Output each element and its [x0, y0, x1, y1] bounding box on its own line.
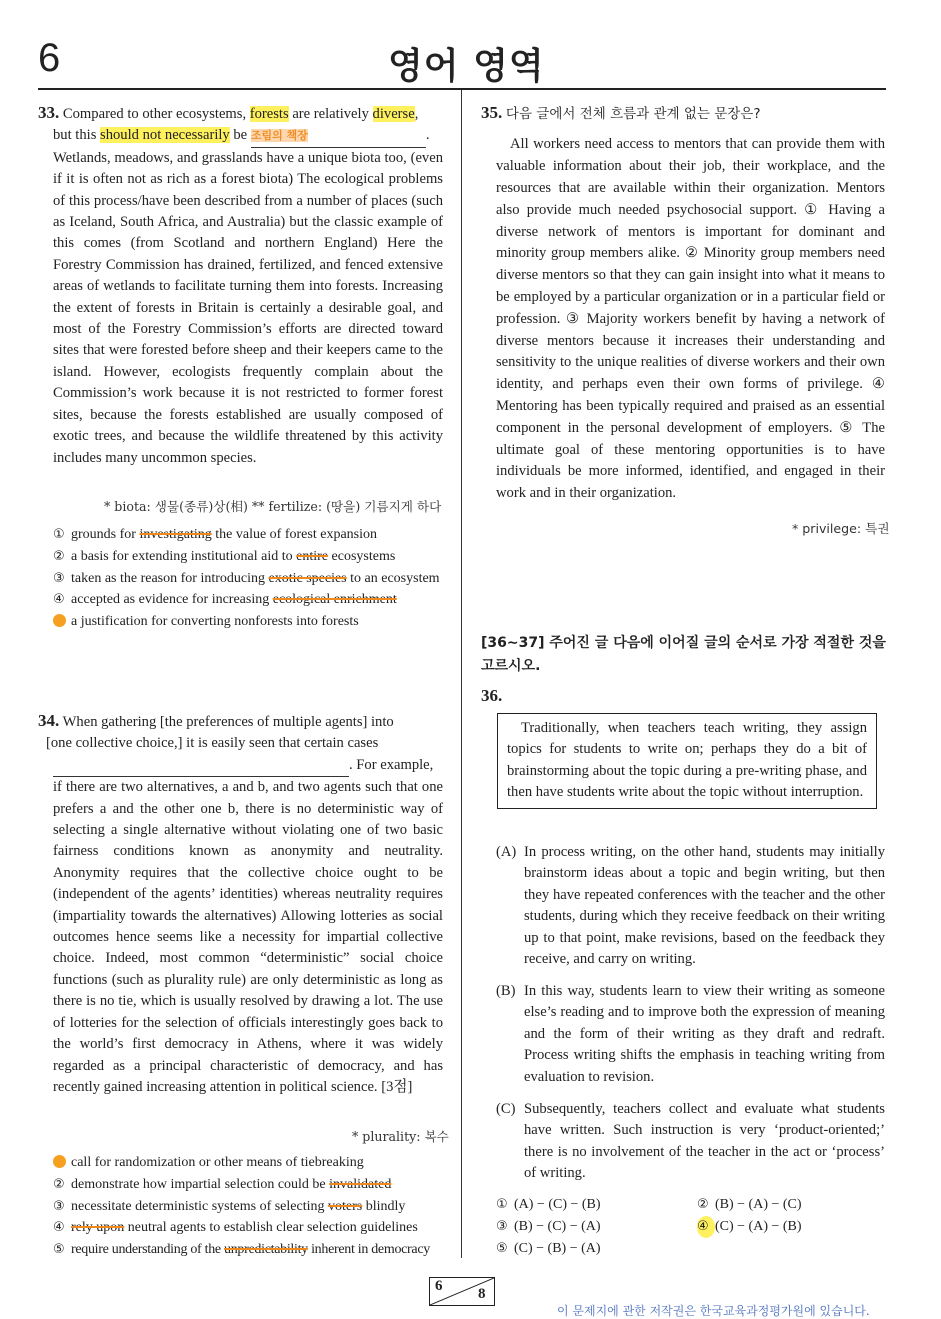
question-36-number: 36. — [481, 686, 503, 705]
choices-33 — [53, 524, 440, 633]
copyright-notice: 이 문제지에 관한 저작권은 한국교육과정평가원에 있습니다. — [557, 1304, 870, 1318]
question-prompt: 다음 글에서 전체 흐름과 관계 없는 문장은? — [505, 106, 761, 122]
choices-34 — [53, 1152, 430, 1261]
choice-2[interactable]: ② demonstrate how impartial selection could be invalidated — [53, 1176, 392, 1192]
page-current: 6 — [435, 1278, 443, 1294]
choice-4-selected[interactable]: ④ (C) − (A) − (B) — [697, 1216, 802, 1238]
choice-1[interactable]: ① (A) − (C) − (B) — [496, 1197, 601, 1212]
question-number: 33. — [38, 103, 60, 122]
paragraph-b: (B) In this way, students learn to view their writing as someone else’s reading and to improve both the expression of meaning and the form of their writing as they draft and redraft. Process writing shifts the emphasis in teaching writing from evaluation to revision. — [496, 983, 885, 1085]
paragraph-a: (A) In process writing, on the other hand, students may initially brainstorm ideas about a topic and begin writing, but then they have repeated conferences with the teacher and the other students, during which they receive feedback on their writing up to that point, make revisions, based on the feedback they receive, and carry on writing. — [496, 844, 885, 968]
given-passage-box: Traditionally, when teachers teach writing, they assign topics for students to write on; perhaps they do a bit of brainstorming about the topic during a pre-writing phase, and then have students write about the topic without interruption. — [497, 713, 877, 809]
footnote-33: * biota: 생물(종류)상(相) ** fertilize: (땅을) 기름지게 하다 — [104, 499, 442, 514]
question-34: 34. When gathering [the preferences of multiple agents] into [one collective choice,] it is easily seen that certain cases . For example, if there are two alternatives, a and b, and two agents such that one prefers a and the other one b, there is no deterministic way of selecting a single alternative without violating one of two basic fairness conditions known as anonymity and neutrality. Anonymity requires that the collective choice ought to be (independent of the agents’ identities) whereas neutrality requires (impartiality towards the alternatives) Allowing lotteries as social outcomes hence seems like a necessity for impartial collective choice. Indeed, most common “deterministic” social choice functions (such as plurality rule) are only deterministic as long as there is no tie, which is usually resolved by drawing a lot. The use of lotteries for the selection of officials interestingly goes back to the world’s first democracy in Athens, where it was widely regarded as a principal characteristic of democracy, and has recently gained increasing attention in political science. [3점] — [38, 710, 443, 1098]
choice-1-selected[interactable]: call for randomization or other means of tiebreaking — [53, 1152, 430, 1174]
choice-2[interactable]: ② a basis for extending institutional aid to entire ecosystems — [53, 548, 396, 564]
selected-mark-icon — [53, 1155, 66, 1168]
choice-3[interactable]: ③ necessitate deterministic systems of selecting voters blindly — [53, 1198, 406, 1214]
footnote-35: * privilege: 특권 — [792, 521, 890, 536]
choice-3[interactable]: ③ (B) − (C) − (A) — [496, 1219, 601, 1234]
choice-2[interactable]: ② (B) − (A) − (C) — [697, 1197, 802, 1212]
passage-body: if there are two alternatives, a and b, and two agents such that one prefers a and the other one b, there is no deterministic way of selecting a single alternative without violating one of two basic fairness conditions known as anonymity and neutrality. Anonymity requires that the collective choice ought to be (independent of the agents’ identities) whereas neutrality requires (impartiality towards the alternatives) Allowing lotteries as social outcomes hence seems like a necessity for impartial collective choice. Indeed, most common “deterministic” social choice functions (such as plurality rule) are only deterministic as long as there is no tie, which is usually resolved by drawing a lot. The use of lotteries for the selection of officials interestingly goes back to the world’s first democracy in Athens, where it was widely regarded as a principal characteristic of democracy, and has recently gained increasing attention in political science. [3점] — [53, 779, 443, 1095]
answer-blank — [53, 755, 349, 777]
page-indicator — [429, 1277, 495, 1306]
handwritten-note: 조림의 책장 — [250, 129, 308, 143]
answer-blank — [251, 125, 426, 147]
choice-5[interactable]: ⑤ (C) − (B) − (A) — [496, 1241, 601, 1256]
question-33: 33. Compared to other ecosystems, forests are relatively diverse, but this should not necessarily be 조림의 책장 . Wetlands, meadows, and grasslands have a unique biota too, (even if it is often not as rich as a forest biota) The ecological problems of this process/have been described from a number of places (such as Iceland, South Africa, and Australia) but the classic example of this comes (from Scotland and northern England) Here the Forestry Commission has drained, fertilized, and fenced extensive areas of wetlands to facilitate turning them into forests. Increasing the extent of forests in Britain is certainly a desirable goal, and most of the Forestry Commission’s efforts are directed toward sites that were forested before sheep and their keepers came to the island. However, ecologists frequently complain about the Commission’s work because it is not restricted to former forest sites, because the forests established are usually composed of exotic trees, and because the wildlife threatened by this activity includes many uncommon species. — [38, 102, 443, 469]
footnote-34: * plurality: 복수 — [352, 1129, 449, 1144]
choice-4[interactable]: ④ accepted as evidence for increasing ecological enrichment — [53, 592, 397, 608]
passage-body: All workers need access to mentors that can provide them with valuable information about their job, their workplace, and the resources that are available within their organization. Mentors also provide much needed psychosocial support. ① Having a diverse network of mentors is important for dominant and minority group members alike. ② Minority group members need diverse mentors so that they can gain insight into what it means to be employed by a particular organization or in a particular field or profession. ③ Majority workers benefit by having a network of diverse mentors because it increases their understanding and sensitivity to the unique realities of diverse workers and their own identity, and perhaps even their own forms of privilege. ④ Mentoring has been typically required and praised as an essential component in the personal development of employers. ⑤ The ultimate goal of these mentoring opportunities is to have individuals be more informed, identified, and engaged in their work and in their organization. — [496, 136, 885, 502]
selected-mark-icon — [53, 614, 66, 627]
question-35 — [481, 102, 885, 505]
passage-body: Wetlands, meadows, and grasslands have a unique biota too, (even if it is often not as rich as a forest biota) The ecological problems of this process/have been described from a number of places (such as Iceland, South Africa, and Australia) but the classic example of this comes (from Scotland and northern England) Here the Forestry Commission has drained, fertilized, and fenced extensive areas of wetlands to facilitate turning them into forests. Increasing the extent of forests in Britain is certainly a desirable goal, and most of the Forestry Commission’s efforts are directed toward sites that were forested before sheep and their keepers came to the island. However, ecologists frequently complain about the Commission’s work because it is not restricted to former forest sites, because the forests established are usually composed of exotic trees, and because the wildlife threatened by this activity includes many uncommon species. — [53, 149, 443, 466]
question-number: 34. — [38, 711, 60, 730]
choice-1[interactable]: ① grounds for investigating the value of forest expansion — [53, 527, 377, 542]
page-number: 6 — [38, 36, 61, 80]
page-title: 영어 영역 — [388, 46, 545, 87]
choice-5-selected[interactable]: a justification for converting nonforests into forests — [53, 611, 440, 633]
choice-5[interactable]: ⑤ require understanding of the unpredictability inherent in democracy — [53, 1242, 430, 1258]
header-rule — [38, 88, 886, 90]
page-total: 8 — [478, 1286, 486, 1302]
choice-4[interactable]: ④ rely upon neutral agents to establish clear selection guidelines — [53, 1220, 418, 1236]
choice-3[interactable]: ③ taken as the reason for introducing exotic species to an ecosystem — [53, 570, 440, 586]
paragraph-c: (C) Subsequently, teachers collect and evaluate what students have written. Such instruction is very ‘product-oriented;’ there is no involvement of the teacher in the act or ‘process’ of writing. — [496, 1101, 885, 1182]
column-divider — [461, 90, 462, 1258]
instruction-36-37: [36∼37] 주어진 글 다음에 이어질 글의 순서로 가장 적절한 것을 고르시오. — [481, 635, 886, 674]
question-number: 35. — [481, 103, 503, 122]
